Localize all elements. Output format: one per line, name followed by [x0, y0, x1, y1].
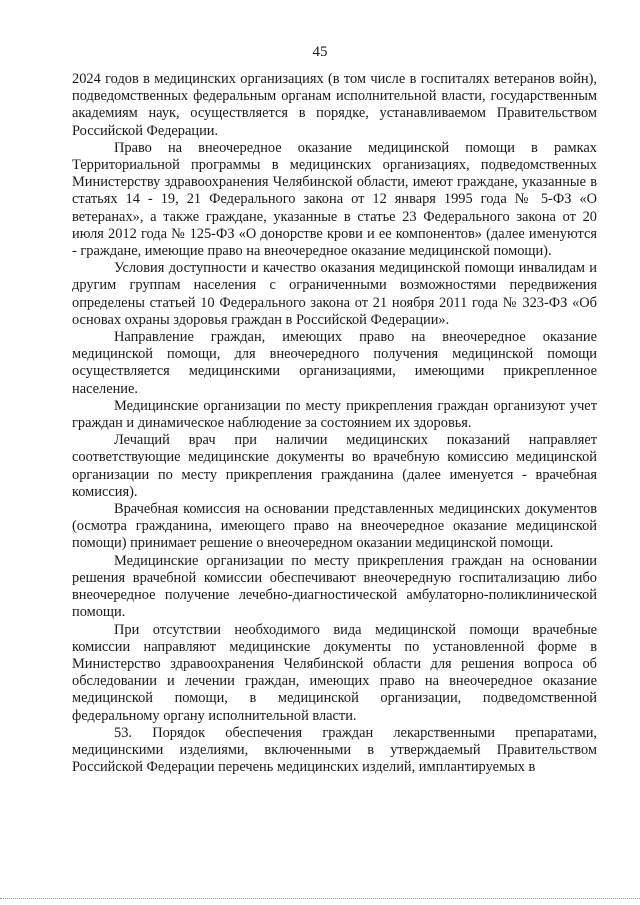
paragraph-attending-physician: Лечащий врач при наличии медицинских показаний направляет соответствующие медицинские документы во врачебную комиссию медицинской организации по месту прикрепления гражданина (далее именуется - врачебная комиссия). [72, 432, 597, 500]
paragraph-accessibility-conditions: Условия доступности и качество оказания медицинской помощи инвалидам и другим группам населения с ограниченными возможностями передвижения определены статьей 10 Федерального закона от 21 ноября 2011 года № 323-ФЗ «Об основах охраны здоровья граждан в Российской Федерации». [72, 260, 597, 328]
paragraph-referral: Направление граждан, имеющих право на внеочередное оказание медицинской помощи, для внеочередного получения медицинской помощи осуществляется медицинскими организациями, имеющими прикрепленное население. [72, 329, 597, 397]
paragraph-extraordinary-care-right: Право на внеочередное оказание медицинской помощи в рамках Территориальной программы в медицинских организациях, подведомственных Министерству здравоохранения Челябинской области, имеют граждане, указанные в статьях 14 - 19, 21 Федерального закона от 12 января 1995 года № 5-ФЗ «О ветеранах», а также граждане, указанные в статье 23 Федерального закона от 20 июля 2012 года № 125-ФЗ «О донорстве крови и ее компонентов» (далее именуются - граждане, имеющие право на внеочередное оказание медицинской помощи). [72, 139, 597, 260]
paragraph-absence-of-care: При отсутствии необходимого вида медицинской помощи врачебные комиссии направляют медицинские документы по установленной форме в Министерство здравоохранения Челябинской области для решения вопроса об обследовании и лечении граждан, имеющих право на внеочередное оказание медицинской помощи, в медицинской организации, подведомственной федеральному органу исполнительной власти. [72, 621, 597, 724]
paragraph-registration: Медицинские организации по месту прикрепления граждан организуют учет граждан и динамическое наблюдение за состоянием их здоровья. [72, 397, 597, 432]
scan-bottom-edge [0, 898, 640, 899]
page-number: 45 [312, 44, 328, 60]
paragraph-hospitalization: Медицинские организации по месту прикрепления граждан на основании решения врачебной комиссии обеспечивают внеочередную госпитализацию либо внеочередное получение лечебно-диагностической амбулаторно-поликлинической помощи. [72, 552, 597, 621]
paragraph-continuation: 2024 годов в медицинских организациях (в том числе в госпиталях ветеранов войн), подведомственных федеральным органам исполнительной власти, государственным академиям наук, осуществляется в порядке, устанавливаемом Правительством Российской Федерации. [72, 71, 597, 139]
document-body [72, 71, 597, 776]
paragraph-section-53: 53. Порядок обеспечения граждан лекарственными препаратами, медицинскими изделиями, включенными в утверждаемый Правительством Российской Федерации перечень медицинских изделий, имплантируемых в [72, 724, 597, 776]
paragraph-medical-commission: Врачебная комиссия на основании представленных медицинских документов (осмотра гражданина, имеющего право на внеочередное оказание медицинской помощи) принимает решение о внеочередном оказании медицинской помощи. [72, 501, 597, 552]
